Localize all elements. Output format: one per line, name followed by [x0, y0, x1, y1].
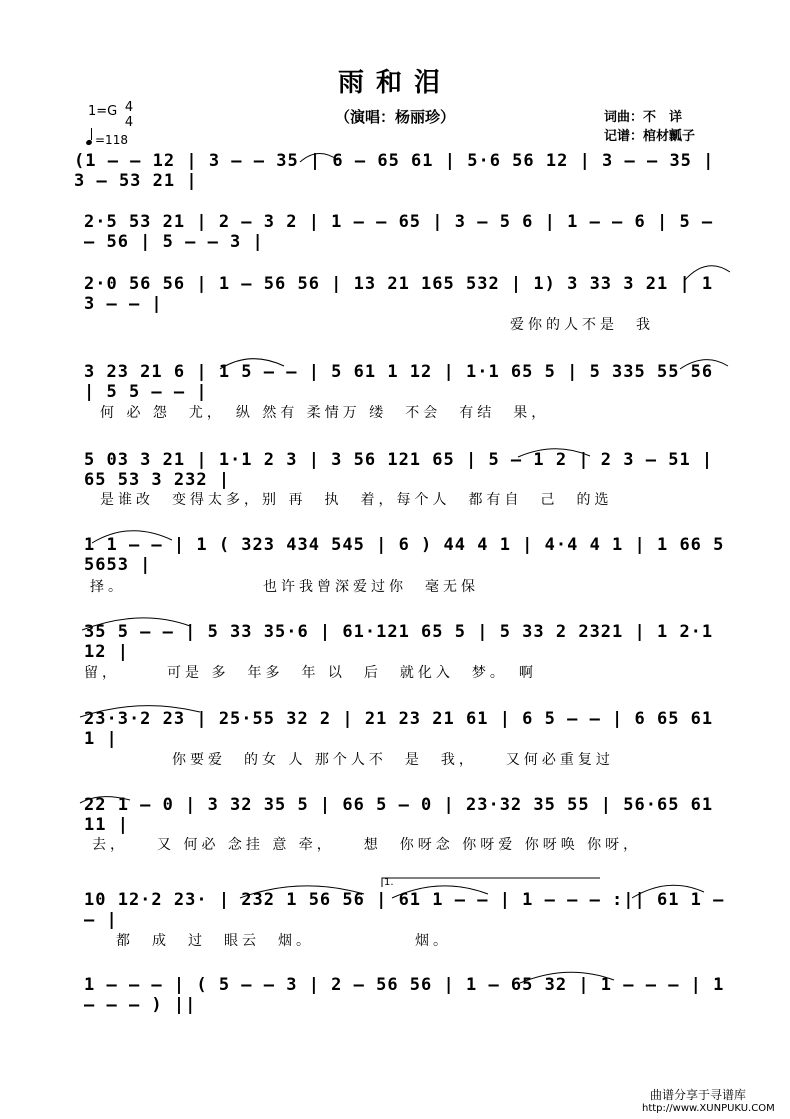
slur-arc: [680, 360, 728, 369]
slur-arc: [632, 885, 704, 898]
score-notes: 10 12·2 23· | 232 1 56 56 | 61 1 – – | 1 – – – :|| 61 1 – – |: [84, 890, 725, 930]
score-notes: 1 – – – | ( 5 – – 3 | 2 – 56 56 | 1 – 65 32 | 1 – – – | 1 – – – ) ||: [84, 975, 725, 1015]
slur-arc: [520, 972, 614, 983]
score-lyrics: 都 成 过 眼云 烟。 烟。: [116, 933, 451, 949]
slur-arc: [220, 359, 284, 369]
slur-arc: [80, 706, 200, 717]
key-signature: 1=G: [88, 104, 118, 119]
time-signature-bottom: 4: [124, 115, 134, 130]
footer-site-name: 曲谱分享于寻谱库: [650, 1088, 747, 1102]
slur-arc: [80, 797, 130, 803]
tempo-value: =118: [95, 133, 128, 147]
score-lyrics: 去， 又 何必 念挂 意 牵， 想 你呀念 你呀爱 你呀唤 你呀，: [92, 837, 642, 853]
slur-arc: [518, 449, 590, 457]
score-notes: 2·5 53 21 | 2 – 3 2 | 1 – – 65 | 3 – 5 6 | 1 – – 6 | 5 – – 56 | 5 – – 3 |: [84, 212, 714, 252]
score-lyrics: 你要爱 的女 人 那个人不 是 我， 又何必重复过: [172, 752, 614, 768]
score-notes: 2·0 56 56 | 1 – 56 56 | 13 21 165 532 | 1) 3 33 3 21 | 1 3 – – |: [84, 274, 714, 314]
score-notes: 3 23 21 6 | 1 5 – – | 5 61 1 12 | 1·1 65 5 | 5 335 55 56 | 5 5 – – |: [84, 362, 714, 402]
slur-arc: [240, 886, 364, 898]
score-notes: 5 03 3 21 | 1·1 2 3 | 3 56 121 65 | 5 – 1 2 | 2 3 – 51 | 65 53 3 232 |: [84, 450, 714, 490]
score-lyrics: 留， 可是 多 年多 年 以 后 就化入 梦。 啊: [84, 665, 537, 681]
score-notes: 23·3·2 23 | 25·55 32 2 | 21 23 21 61 | 6 5 – – | 6 65 61 1 |: [84, 709, 714, 749]
score-notes: 35 5 – – | 5 33 35·6 | 61·121 65 5 | 5 33 2 2321 | 1 2·1 12 |: [84, 622, 714, 662]
slur-arc: [392, 886, 488, 898]
volta-bracket: [382, 878, 600, 887]
footer-url[interactable]: http://www.XUNPUKU.COM: [642, 1103, 775, 1114]
slur-arc: [92, 531, 172, 543]
score-notes: (1 – – 12 | 3 – – 35 | 6 – 65 61 | 5·6 56 12 | 3 – – 35 | 3 – 53 21 |: [74, 151, 715, 191]
slur-arc: [82, 618, 190, 630]
volta-label: 1.: [384, 877, 394, 888]
time-signature-top: 4: [124, 100, 134, 115]
score-lyrics: 是谁改 变得太多，别 再 执 着，每个人 都有自 己 的选: [100, 492, 613, 508]
slur-arc: [300, 153, 338, 162]
song-title: 雨和泪: [337, 68, 452, 98]
score-lyrics: 择。 也许我曾深爱过你 毫无保: [90, 579, 479, 595]
notation-credit: 记谱：棺材瓤子: [604, 129, 696, 144]
slur-arc: [684, 266, 730, 281]
score-notes: 22 1 – 0 | 3 32 35 5 | 66 5 – 0 | 23·32 35 55 | 56·65 61 11 |: [84, 795, 714, 835]
score-lyrics: 爱你的人不是 我: [510, 317, 654, 333]
lyrics-composer-credit: 词曲：不 详: [604, 110, 683, 125]
singer-credit: （演唱：杨丽珍）: [334, 108, 455, 126]
score-notes: 1 1 – – | 1 ( 323 434 545 | 6 ) 44 4 1 | 4·4 4 1 | 1 66 5 5653 |: [84, 535, 725, 575]
score-lyrics: 何 必 怨 尤， 纵 然有 柔情万 缕 不会 有结 果，: [100, 405, 550, 421]
